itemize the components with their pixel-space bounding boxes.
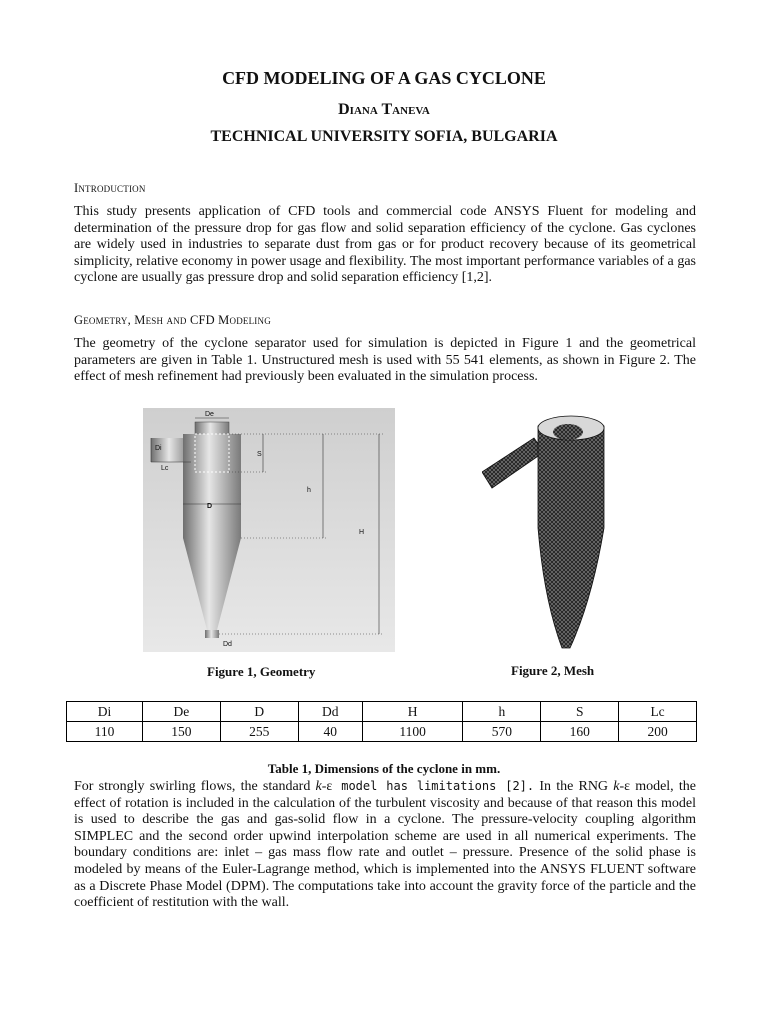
body-text: For strongly swirling flows, the standard — [74, 779, 316, 794]
table-header-cell: h — [463, 702, 541, 722]
label-h: h — [307, 487, 311, 494]
table-header-cell: De — [143, 702, 221, 722]
epsilon-symbol: -ε — [321, 779, 333, 794]
body-text: model, the effect of rotation is included in the calculation of the turbulent viscosity and because of that reason this model is used to describe the gas and gas-solid flow in a cyclone. The pressure-velocity coupling algorithm SIMPLEC and the second order upwind interpolation scheme are used in all numerical experiments. The boundary conditions are: inlet – gas mass flow rate and outlet – pressure. Presence of the solid phase is modeled by means of the Euler-Lagrange method, which is implemented into the ANSYS FLUENT software as a Discrete Phase Model (DPM). The computations take into account the gravity force of the particle and the coefficient of restitution with the wall. — [74, 779, 696, 911]
label-S: S — [257, 451, 262, 458]
table-header-cell: H — [362, 702, 463, 722]
figure-1-geometry — [143, 408, 395, 652]
table-caption: Table 1, Dimensions of the cyclone in mm. — [267, 761, 501, 776]
table-header-cell: S — [541, 702, 619, 722]
label-D: D — [207, 503, 213, 510]
table-cell: 160 — [541, 722, 619, 742]
methods-paragraph — [74, 778, 696, 912]
figure-1-caption: Figure 1, Geometry — [207, 664, 316, 679]
intro-paragraph: This study presents application of CFD tools and commercial code ANSYS Fluent for modeling and determination of the pressure drop for gas flow and solid separation efficiency of the cyclone. Gas cyclones are widely used in industries to separate dust from gas or for product recovery because of its geometrical simplicity, relative economy in power usage and flexibility. The most important performance variables of a gas cyclone are usually gas pressure drop and solid separation efficiency [1,2]. — [74, 204, 696, 286]
table-header-cell: Di — [67, 702, 143, 722]
mesh-body — [538, 418, 604, 648]
body-text: model has limitations [2]. — [332, 779, 535, 793]
mesh-inlet — [482, 438, 544, 488]
table-header-cell: Dd — [298, 702, 362, 722]
table-header-row — [67, 702, 697, 722]
dimensions-table — [66, 701, 697, 742]
cyclone-body — [183, 434, 241, 538]
affiliation: TECHNICAL UNIVERSITY SOFIA, BULGARIA — [210, 128, 558, 145]
table-cell: 1100 — [362, 722, 463, 742]
table-header-cell: Lc — [619, 702, 697, 722]
table-cell: 570 — [463, 722, 541, 742]
label-De: De — [205, 411, 214, 418]
author-name: Diana Taneva — [338, 101, 430, 118]
table-cell: 40 — [298, 722, 362, 742]
geometry-paragraph: The geometry of the cyclone separator used for simulation is depicted in Figure 1 and the geometrical parameters are given in Table 1. Unstructured mesh is used with 55 541 elements, as shown in Figure 2. The effect of mesh refinement had previously been evaluated in the simulation process. — [74, 336, 696, 385]
geometry-heading: Geometry, Mesh and CFD Modeling — [74, 313, 271, 327]
table-cell: 200 — [619, 722, 697, 742]
k-symbol: k — [613, 779, 620, 794]
dust-outlet — [205, 630, 219, 638]
table-cell: 255 — [220, 722, 298, 742]
label-Lc: Lc — [161, 465, 169, 472]
label-Di: Di — [155, 445, 162, 452]
k-symbol: k — [315, 779, 322, 794]
label-H: H — [359, 529, 365, 536]
mesh-vortex-finder — [553, 424, 583, 440]
figure-2-mesh — [482, 410, 644, 654]
epsilon-symbol: -ε — [619, 779, 630, 794]
table-cell: 110 — [67, 722, 143, 742]
label-Dd: Dd — [223, 641, 232, 648]
intro-heading: Introduction — [74, 181, 146, 195]
figure-2-caption: Figure 2, Mesh — [511, 663, 595, 678]
table-header-cell: D — [220, 702, 298, 722]
body-text: In the RNG — [534, 779, 614, 794]
table-cell: 150 — [143, 722, 221, 742]
table-row — [67, 722, 697, 742]
paper-title: CFD MODELING OF A GAS CYCLONE — [222, 68, 546, 88]
